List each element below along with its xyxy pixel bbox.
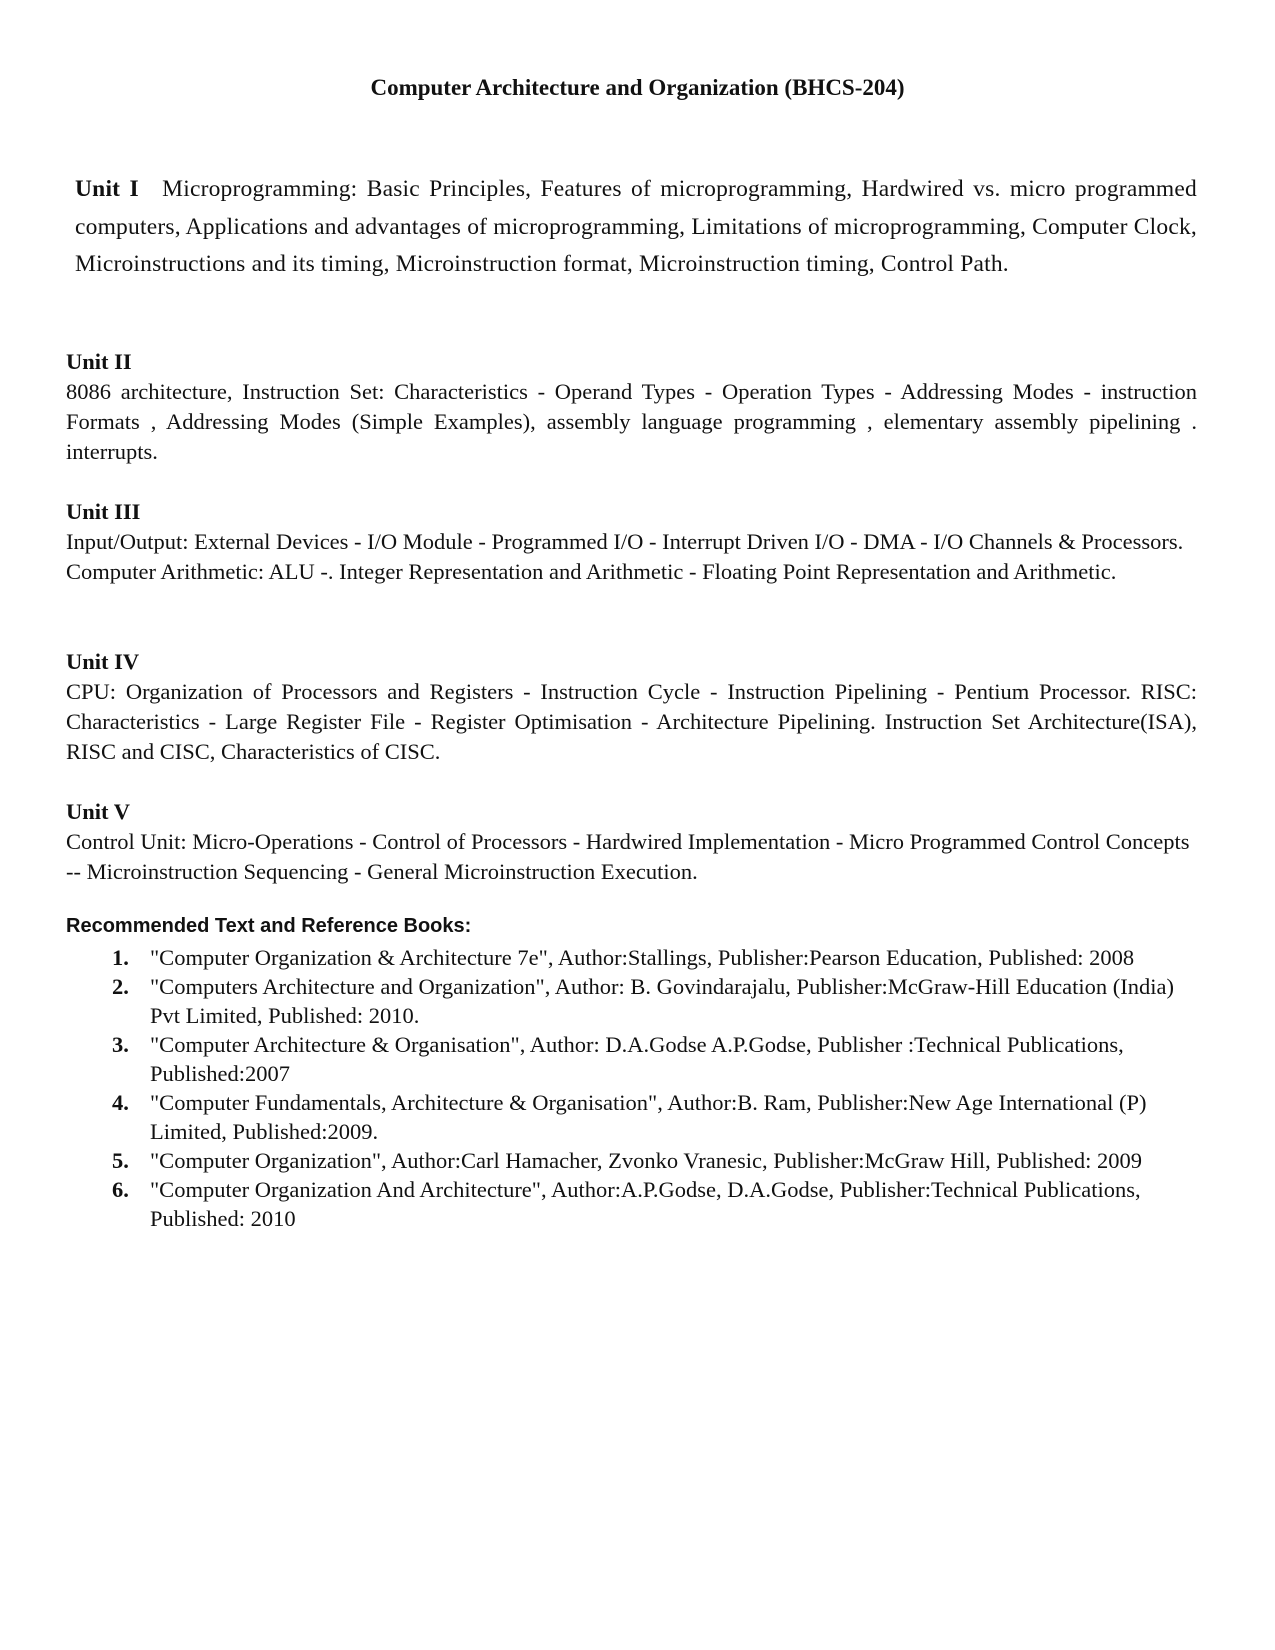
unit-2-heading: Unit II xyxy=(66,349,132,374)
book-list xyxy=(0,943,1275,1233)
unit-5-heading: Unit V xyxy=(66,799,130,824)
book-item xyxy=(0,943,1275,972)
book-text: "Computer Organization", Author:Carl Hamacher, Zvonko Vranesic, Publisher:McGraw Hill, Published: 2009 xyxy=(150,1148,1142,1173)
book-number: 5. xyxy=(112,1148,129,1173)
book-number: 3. xyxy=(112,1032,129,1057)
book-item xyxy=(0,972,1275,1030)
book-number: 1. xyxy=(112,945,129,970)
unit-3-heading: Unit III xyxy=(66,499,141,524)
unit-5-body: Control Unit: Micro-Operations - Control of Processors - Hardwired Implementation - Micro Programmed Control Concepts -- Microinstruction Sequencing - General Microinstruction Execution. xyxy=(66,829,1190,884)
book-item xyxy=(0,1030,1275,1088)
unit-2 xyxy=(66,347,1197,467)
book-number: 6. xyxy=(112,1177,129,1202)
unit-4-body: CPU: Organization of Processors and Registers - Instruction Cycle - Instruction Pipelining - Pentium Processor. RISC: Characteristics - Large Register File - Register Optimisation - Architecture Pipelining. Instruction Set Architecture(ISA), RISC and CISC, Characteristics of CISC. xyxy=(66,679,1197,764)
unit-4 xyxy=(66,647,1197,767)
unit-3 xyxy=(66,497,1197,587)
book-text: "Computer Organization & Architecture 7e", Author:Stallings, Publisher:Pearson Education, Published: 2008 xyxy=(150,945,1135,970)
book-item xyxy=(0,1146,1275,1175)
unit-4-heading: Unit IV xyxy=(66,649,140,674)
book-number: 2. xyxy=(112,974,129,999)
unit-2-body: 8086 architecture, Instruction Set: Characteristics - Operand Types - Operation Types - Addressing Modes - instruction Formats , Addressing Modes (Simple Examples), assembly language programming , elementary assembly pipelining . interrupts. xyxy=(66,379,1197,464)
book-text: "Computer Organization And Architecture", Author:A.P.Godse, D.A.Godse, Publisher:Technical Publications, Published: 2010 xyxy=(150,1177,1141,1231)
page-title: Computer Architecture and Organization (BHCS-204) xyxy=(370,75,905,100)
unit-5 xyxy=(66,797,1197,887)
book-item xyxy=(0,1175,1275,1233)
unit-1-heading: Unit I xyxy=(75,176,139,202)
books-heading: Recommended Text and Reference Books: xyxy=(66,915,472,937)
book-item xyxy=(0,1088,1275,1146)
book-number: 4. xyxy=(112,1090,129,1115)
unit-1-body: Microprogramming: Basic Principles, Features of microprogramming, Hardwired vs. micro programmed computers, Applications and advantages of microprogramming, Limitations of microprogramming, Computer Clock, Microinstructions and its timing, Microinstruction format, Microinstruction timing, Control Path. xyxy=(75,176,1197,277)
unit-3-body: Input/Output: External Devices - I/O Module - Programmed I/O - Interrupt Driven I/O - DMA - I/O Channels & Processors. Computer Arithmetic: ALU -. Integer Representation and Arithmetic - Floating Point Representation and Arithmetic. xyxy=(66,529,1184,584)
unit-1 xyxy=(75,171,1197,284)
book-text: "Computer Fundamentals, Architecture & Organisation", Author:B. Ram, Publisher:New Age International (P) Limited, Published:2009. xyxy=(150,1090,1147,1144)
book-text: "Computer Architecture & Organisation", Author: D.A.Godse A.P.Godse, Publisher :Technical Publications, Published:2007 xyxy=(150,1032,1124,1086)
book-text: "Computers Architecture and Organization", Author: B. Govindarajalu, Publisher:McGraw-Hill Education (India) Pvt Limited, Published: 2010. xyxy=(150,974,1174,1028)
